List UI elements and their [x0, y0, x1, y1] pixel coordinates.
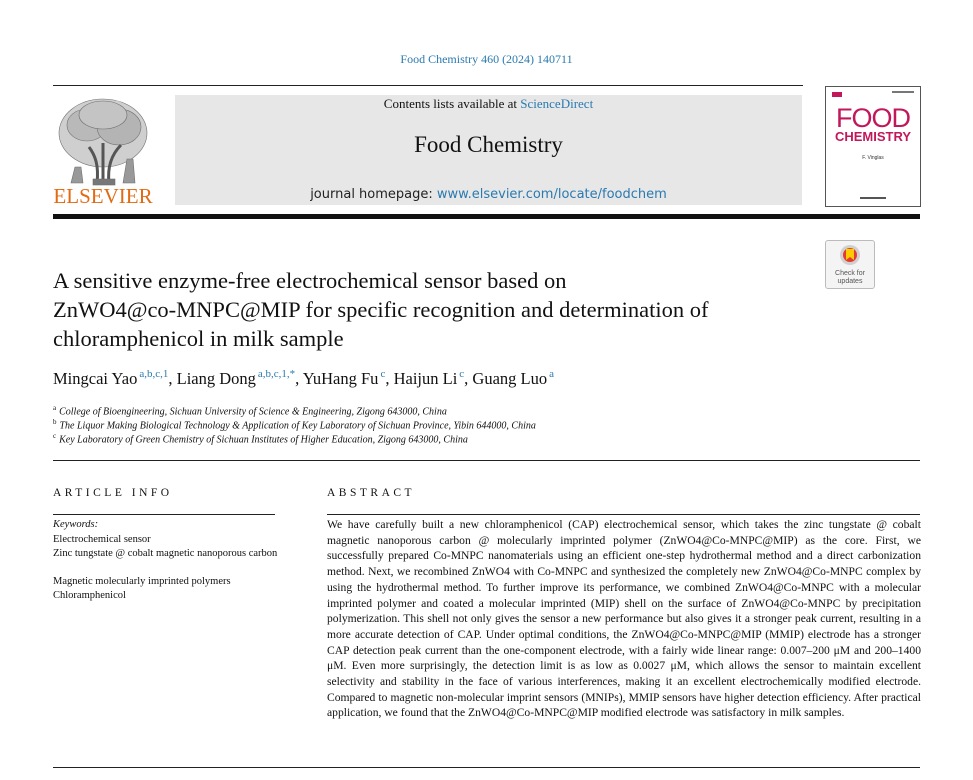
cover-title-chemistry: CHEMISTRY [834, 129, 912, 144]
affiliation-text: The Liquor Making Biological Technology & Application of Key Laboratory of Sichuan Province, Yibin 644000, China [59, 420, 536, 432]
header-thick-rule [53, 214, 920, 219]
sciencedirect-link[interactable]: ScienceDirect [520, 96, 594, 111]
title-line-3: chloramphenicol in milk sample [53, 326, 344, 351]
bottom-rule [53, 767, 920, 768]
journal-homepage-line [175, 187, 802, 202]
author-name[interactable]: Mingcai Yao [53, 369, 138, 388]
contents-prefix: Contents lists available at [383, 96, 521, 111]
author-name[interactable]: Liang Dong [176, 369, 256, 388]
elsevier-wordmark[interactable]: ELSEVIER [53, 184, 153, 208]
author-name[interactable]: Haijun Li [393, 369, 458, 388]
affiliation-text: College of Bioengineering, Sichuan University of Science & Engineering, Zigong 643000, China [59, 406, 447, 418]
keyword-item: Magnetic molecularly imprinted polymers [53, 576, 231, 587]
header-top-rule [53, 85, 803, 86]
check-for-updates-button[interactable] [825, 240, 875, 289]
affiliation-c [53, 432, 913, 445]
author-affiliation-marks[interactable]: a,b,c,1,* [257, 368, 296, 380]
cover-header-mark [892, 91, 914, 93]
contents-availability-line [175, 96, 802, 112]
check-for-updates-label: Check for updates [835, 270, 865, 285]
journal-cover-thumbnail[interactable] [825, 86, 921, 207]
homepage-prefix: journal homepage: [310, 187, 437, 202]
cover-badge [832, 92, 842, 97]
author-affiliation-marks[interactable]: a,b,c,1 [139, 368, 169, 380]
keyword-item: Electrochemical sensor [53, 534, 151, 545]
author-affiliation-marks[interactable]: c [380, 368, 386, 380]
title-line-2: ZnWO4@co-MNPC@MIP for specific recognition and determination of [53, 297, 709, 322]
affiliation-mark: c [53, 432, 57, 440]
abstract-heading: ABSTRACT [327, 487, 416, 499]
check-updates-icon [839, 244, 861, 268]
author-separator: , [168, 369, 177, 388]
author-name[interactable]: YuHang Fu [302, 369, 379, 388]
section-divider [53, 460, 920, 461]
journal-homepage-link[interactable]: www.elsevier.com/locate/foodchem [436, 187, 667, 202]
affiliation-text: Key Laboratory of Green Chemistry of Sichuan Institutes of Higher Education, Zigong 643000, China [59, 434, 468, 446]
journal-name: Food Chemistry [414, 132, 563, 157]
affiliation-mark: b [53, 418, 57, 426]
article-title [53, 266, 813, 353]
author-name[interactable]: Guang Luo [472, 369, 548, 388]
keyword-item: Chloramphenicol [53, 590, 126, 601]
affiliation-mark: a [53, 404, 57, 412]
article-info-rule [53, 514, 275, 515]
abstract-body: We have carefully built a new chloramphenicol (CAP) electrochemical sensor, which takes the zinc tungstate @ cobalt magnetic nanoporous carbon @ molecularly imprinted polymer (ZnWO4@Co-MNPC@MIP) as the core. First, we successfully prepared Co-MNPC nanomaterials using an efficient one-step hydrothermal method and a direct carbonization method. Next, we recombined ZnWO4 with Co-MNPC and synthesized the completely new ZnWO4@Co-MNPC complex by using the hydrothermal method. To further improve its performance, we combined ZnWO4@Co-MNPC with a molecular imprinted polymer and coated a molecular imprinted (MIP) shell on the surface of ZnWO4@Co-MNPC by precipitation polymerization. This shell not only gives the sensor a new performance but also gives it a stronger peak current, resulting in a more accurate detection of CAP. Under optimal conditions, the ZnWO4@Co-MNPC@MIP (MMIP) electrode has a stronger CAP detection peak current than the one-component electrode, with a fairly wide linear range: 0.007–200 μM and 200–1400 μM. Even more surprisingly, the detection limit is as low as 0.0027 μM, which allows the sensor to maintain excellent selectivity and stability in the face of various interferences, making it an excellent electrochemically modified electrode. Compared to magnetic non-molecular imprint sensors (MNIPs), MMIP sensors have higher detection efficiency. After practical application, we found that the ZnWO4@Co-MNPC@MIP modified electrode was satisfactory in milk samples. [327, 518, 921, 720]
cover-title-food: FOOD [836, 103, 910, 133]
author-affiliation-marks[interactable]: c [459, 368, 465, 380]
affiliation-b [53, 418, 913, 431]
cover-footer-mark [860, 197, 886, 199]
author-separator: , [295, 369, 303, 388]
author-separator: , [464, 369, 473, 388]
article-info-heading: ARTICLE INFO [53, 487, 173, 499]
journal-reference[interactable]: Food Chemistry 460 (2024) 140711 [400, 52, 573, 66]
abstract-rule [327, 514, 920, 515]
author-list [53, 368, 853, 389]
author-separator: , [385, 369, 394, 388]
cover-editor: F. Vinglas [862, 155, 884, 161]
author-affiliation-marks[interactable]: a [549, 368, 555, 380]
keyword-item: Zinc tungstate @ cobalt magnetic nanoporous carbon [53, 548, 278, 559]
title-line-1: A sensitive enzyme-free electrochemical sensor based on [53, 268, 567, 293]
keywords-label: Keywords: [53, 519, 99, 530]
affiliation-a [53, 404, 913, 417]
